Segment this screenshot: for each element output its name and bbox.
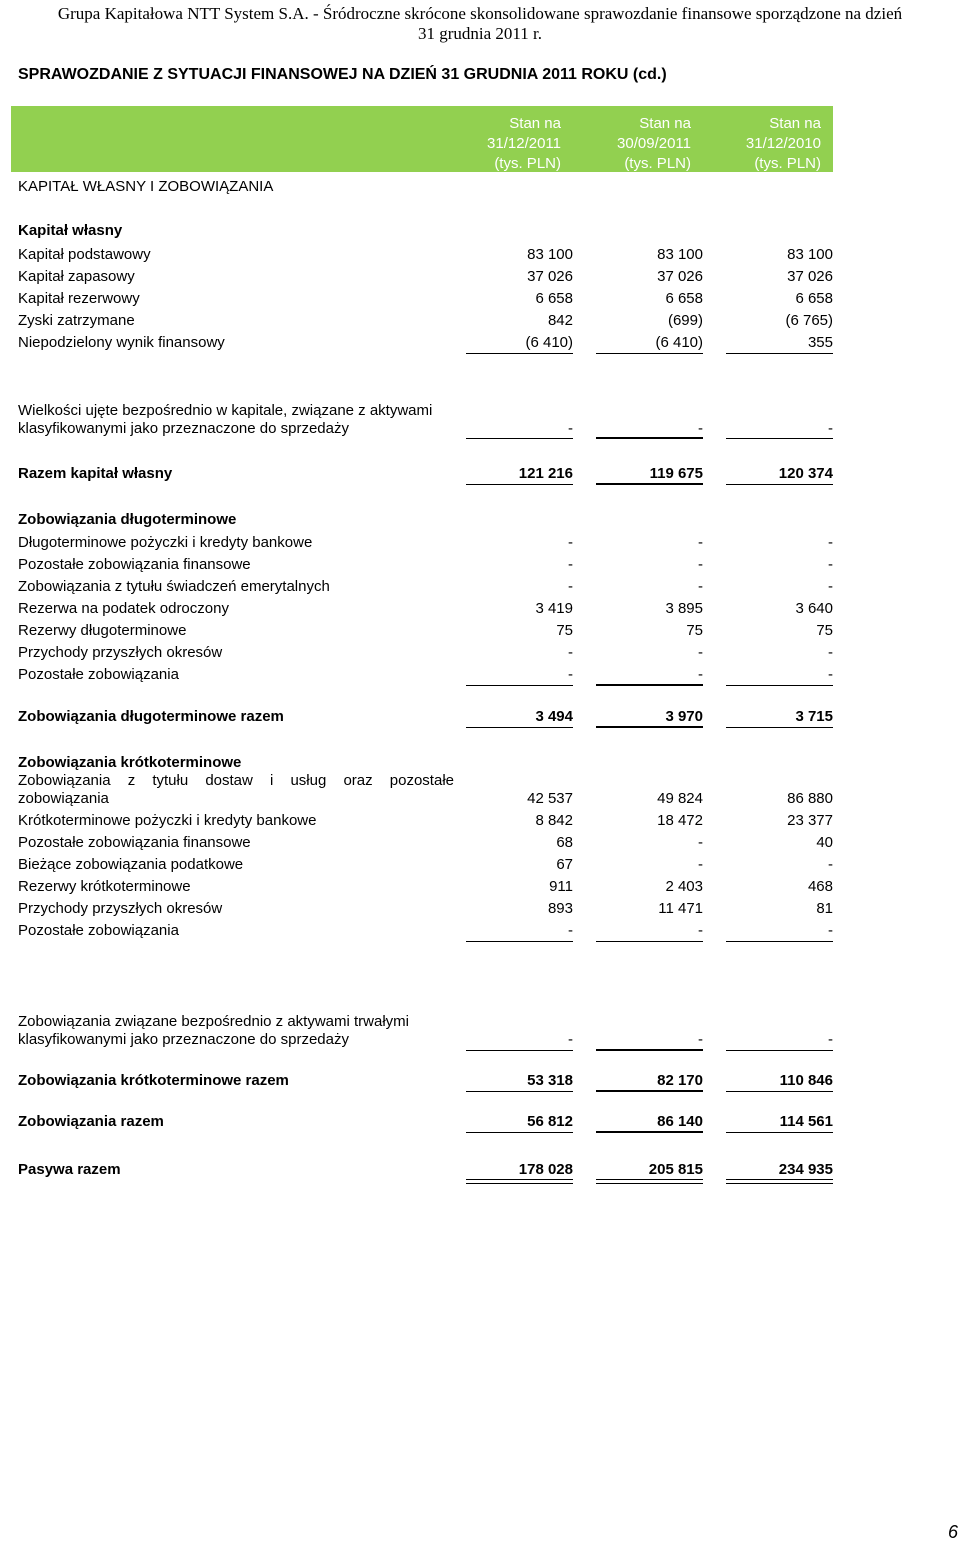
underline bbox=[466, 438, 573, 439]
underline bbox=[726, 685, 833, 686]
underline bbox=[726, 727, 833, 728]
section-label: KAPITAŁ WŁASNY I ZOBOWIĄZANIA bbox=[18, 178, 274, 195]
table-row: Pozostałe zobowiązania - - - bbox=[18, 922, 833, 939]
underline bbox=[466, 1132, 573, 1133]
underline bbox=[596, 483, 703, 485]
underline bbox=[596, 353, 703, 354]
grand-total-row: Pasywa razem 178 028 205 815 234 935 bbox=[18, 1161, 833, 1178]
trade-payables-label: Zobowiązania z tytułu dostaw i usług oraz pozostałe zobowiązania bbox=[18, 772, 454, 807]
table-row: Kapitał zapasowy 37 026 37 026 37 026 bbox=[18, 268, 833, 285]
underline bbox=[596, 1049, 703, 1051]
table-row: Zobowiązania z tytułu świadczeń emerytalnych - - - bbox=[18, 578, 833, 595]
underline bbox=[726, 484, 833, 485]
table-row: Przychody przyszłych okresów - - - bbox=[18, 644, 833, 661]
table-row: 42 537 49 824 86 880 bbox=[527, 790, 833, 807]
statement-title: SPRAWOZDANIE Z SYTUACJI FINANSOWEJ NA DZIEŃ 31 GRUDNIA 2011 ROKU (cd.) bbox=[18, 66, 667, 83]
table-row: Niepodzielony wynik finansowy (6 410) (6 410) 355 bbox=[18, 334, 833, 351]
table-row: Rezerwa na podatek odroczony 3 419 3 895 3 640 bbox=[18, 600, 833, 617]
col2-header: Stan na 30/09/2011 (tys. PLN) bbox=[617, 115, 691, 172]
double-underline bbox=[726, 1179, 833, 1184]
underline bbox=[466, 685, 573, 686]
table-row: Pozostałe zobowiązania finansowe 68 - 40 bbox=[18, 834, 833, 851]
equity-heading: Kapitał własny bbox=[18, 222, 123, 239]
table-row: - - - bbox=[568, 420, 833, 437]
liabilities-total-row: Zobowiązania razem 56 812 86 140 114 561 bbox=[18, 1113, 833, 1130]
table-row: Rezerwy krótkoterminowe 911 2 403 468 bbox=[18, 878, 833, 895]
underline bbox=[466, 484, 573, 485]
double-underline bbox=[596, 1179, 703, 1184]
table-row: Zyski zatrzymane 842 (699) (6 765) bbox=[18, 312, 833, 329]
underline bbox=[596, 684, 703, 686]
underline bbox=[726, 1050, 833, 1051]
underline bbox=[726, 353, 833, 354]
double-underline bbox=[466, 1179, 573, 1184]
underline bbox=[466, 1091, 573, 1092]
col3-header: Stan na 31/12/2010 (tys. PLN) bbox=[745, 115, 821, 172]
equity-held-for-sale-label: Wielkości ujęte bezpośrednio w kapitale, związane z aktywami klasyfikowanymi jako przeznaczone do sprzedaży bbox=[18, 402, 433, 437]
long-term-total-row: Zobowiązania długoterminowe razem 3 494 3 970 3 715 bbox=[18, 708, 833, 725]
underline bbox=[596, 1090, 703, 1092]
col1-header: Stan na 31/12/2011 (tys. PLN) bbox=[487, 115, 561, 172]
underline bbox=[726, 1091, 833, 1092]
equity-total-row: Razem kapitał własny 121 216 119 675 120 374 bbox=[18, 465, 833, 482]
underline bbox=[596, 1131, 703, 1133]
underline bbox=[726, 1132, 833, 1133]
table-row: Rezerwy długoterminowe 75 75 75 bbox=[18, 622, 833, 639]
table-row: Bieżące zobowiązania podatkowe 67 - - bbox=[18, 856, 833, 873]
underline bbox=[466, 1050, 573, 1051]
table-row: Długoterminowe pożyczki i kredyty bankowe - - - bbox=[18, 534, 833, 551]
short-term-heading: Zobowiązania krótkoterminowe bbox=[18, 754, 242, 771]
underline bbox=[466, 727, 573, 728]
underline bbox=[596, 437, 703, 439]
table-row: Pozostałe zobowiązania finansowe - - - bbox=[18, 556, 833, 573]
short-term-total-row: Zobowiązania krótkoterminowe razem 53 318 82 170 110 846 bbox=[18, 1072, 833, 1089]
underline bbox=[726, 438, 833, 439]
document-header-line2: 31 grudnia 2011 r. bbox=[417, 24, 543, 43]
table-row: Kapitał podstawowy 83 100 83 100 83 100 bbox=[18, 246, 833, 263]
table-row: Przychody przyszłych okresów 893 11 471 81 bbox=[18, 900, 833, 917]
underline bbox=[466, 941, 573, 942]
page-number: 6 bbox=[947, 1522, 958, 1542]
document-header-line1: Grupa Kapitałowa NTT System S.A. - Śródroczne skrócone skonsolidowane sprawozdanie finansowe sporządzone na dzień bbox=[57, 4, 903, 23]
underline bbox=[726, 941, 833, 942]
table-row: Pozostałe zobowiązania - - - bbox=[18, 666, 833, 683]
underline bbox=[466, 353, 573, 354]
long-term-heading: Zobowiązania długoterminowe bbox=[18, 511, 237, 528]
table-row: - - - bbox=[568, 1031, 833, 1048]
underline bbox=[596, 726, 703, 728]
short-term-held-for-sale-label: Zobowiązania związane bezpośrednio z aktywami trwałymi klasyfikowanymi jako przeznaczone do sprzedaży bbox=[18, 1013, 410, 1048]
underline bbox=[596, 941, 703, 942]
table-row: Krótkoterminowe pożyczki i kredyty bankowe 8 842 18 472 23 377 bbox=[18, 812, 833, 829]
table-row: Kapitał rezerwowy 6 658 6 658 6 658 bbox=[18, 290, 833, 307]
